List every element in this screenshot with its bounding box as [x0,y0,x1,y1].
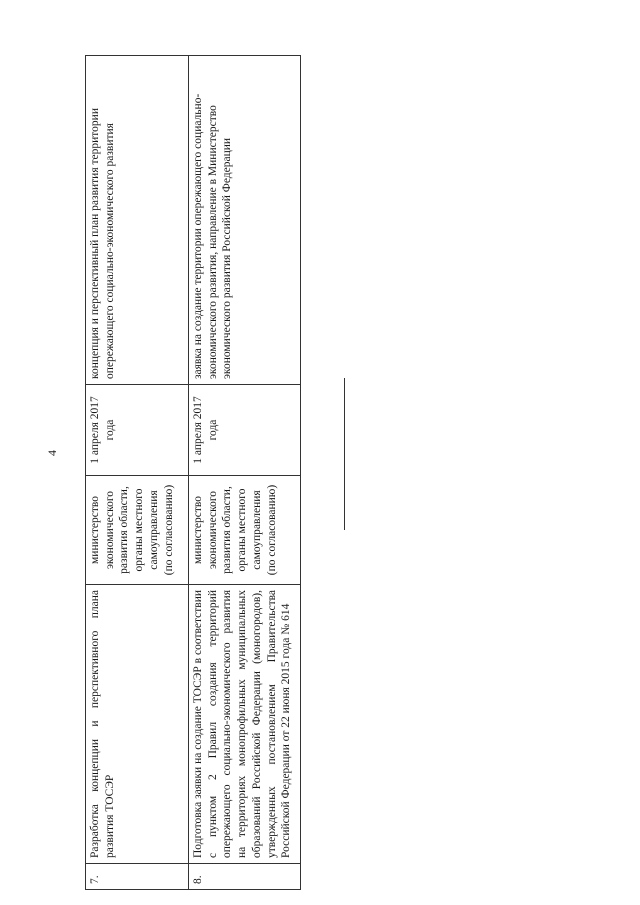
rotated-table-container [85,65,300,890]
closing-line [344,378,345,530]
table-row [86,56,189,890]
table-row [189,56,301,890]
task-cell: Подготовка заявки на создание ТОСЭР в соответствии с пунктом 2 Правил создания территорий опережающего социально-экономического развития на территориях монопрофильных муниципальных образований Российской Федерации (моногородов), утвержденных постановлением Правительства Российской Федерации от 22 июня 2015 года № 614 [189,585,301,864]
row-number: 8. [189,864,301,890]
page-number: 4 [45,450,59,456]
row-number: 7. [86,864,189,890]
result-cell: заявка на создание территории опережающего социально-экономического развития, направление в Министерство экономического развития Российской Федерации [189,56,301,385]
deadline-cell: 1 апреля 2017 года [86,385,189,476]
task-cell: Разработка концепции и перспективного плана развития ТОСЭР [86,585,189,864]
responsible-cell: министерство экономического развития области, органы местного самоуправления (по согласованию) [189,476,301,585]
result-cell: концепция и перспективный план развития территории опережающего социально-экономического развития [86,56,189,385]
responsible-cell: министерство экономического развития области, органы местного самоуправления (по согласованию) [86,476,189,585]
action-plan-table [85,55,301,890]
deadline-cell: 1 апреля 2017 года [189,385,301,476]
